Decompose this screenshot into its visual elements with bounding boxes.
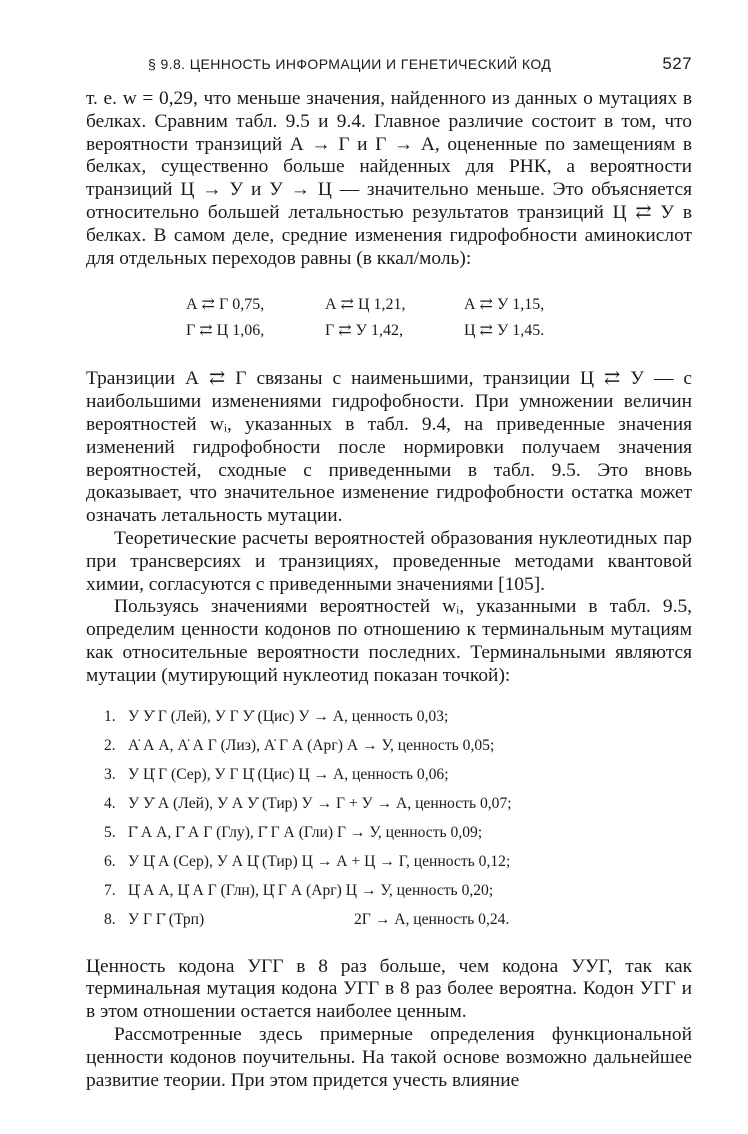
hydrophobicity-cell: А ⇄ У 1,15, bbox=[464, 296, 545, 314]
hydrophobicity-row-2 bbox=[186, 318, 692, 344]
paragraph-5: Ценность кодона УГГ в 8 раз больше, чем кодона УУГ, так как терминальная мутация кодона УГГ в 8 раз более вероятна. Кодон УГГ и в этом отношении остается наиболее ценным. bbox=[86, 955, 692, 1023]
list-item bbox=[104, 847, 692, 876]
list-item-text: У У̇ А (Лей), У А У̇ (Тир) У → Г + У → А, ценность 0,07; bbox=[128, 794, 512, 812]
list-item bbox=[104, 818, 692, 847]
page-number: 527 bbox=[662, 54, 692, 73]
list-item-number: 3. bbox=[104, 765, 116, 783]
paragraph-6: Рассмотренные здесь примерные определения функциональной ценности кодонов поучительны. На такой основе возможно дальнейшее развитие теории. При этом придется учесть влияние bbox=[86, 1023, 692, 1091]
list-item bbox=[104, 876, 692, 905]
hydrophobicity-row-1 bbox=[186, 292, 692, 318]
list-item-number: 4. bbox=[104, 794, 116, 812]
list-item-number: 6. bbox=[104, 852, 116, 870]
paragraph-3: Теоретические расчеты вероятностей образования нуклеотидных пар при трансверсиях и транзициях, проведенные методами квантовой химии, согласуются с приведенными значениями [105]. bbox=[86, 527, 692, 595]
list-item-text: У Ц̇ А (Сер), У А Ц̇ (Тир) Ц → А + Ц → Г, ценность 0,12; bbox=[128, 852, 511, 870]
list-item-text bbox=[128, 905, 692, 934]
list-item-number: 8. bbox=[104, 910, 116, 928]
list-item bbox=[104, 789, 692, 818]
list-item-text: У У̇ Г (Лей), У Г У̇ (Цис) У → А, ценность 0,03; bbox=[128, 707, 449, 725]
paragraph-4: Пользуясь значениями вероятностей wᵢ, указанными в табл. 9.5, определим ценности кодонов по отношению к терминальным мутациям как относительные вероятности последних. Терминальными являются мутации (мутирующий нуклеотид показан точкой): bbox=[86, 596, 692, 686]
list-item-text: Г̇ А А, Г̇ А Г (Глу), Г̇ Г А (Гли) Г → У, ценность 0,09; bbox=[128, 823, 483, 841]
list-item bbox=[104, 905, 692, 934]
hydrophobicity-table bbox=[86, 292, 692, 344]
hydrophobicity-cell: Г ⇄ У 1,42, bbox=[325, 322, 403, 340]
paragraph-2: Транзиции А ⇄ Г связаны с наименьшими, транзиции Ц ⇄ У — с наибольшими изменениями гидрофобности. При умножении величин вероятностей wᵢ, указанных в табл. 9.4, на приведенные значения изменений гидрофобности после нормировки получаем значения вероятностей, сходные с приведенными в табл. 9.5. Это вновь доказывает, что значительное изменение гидрофобности остатка может означать летальность мутации. bbox=[86, 368, 692, 527]
hydrophobicity-cell: Г ⇄ Ц 1,06, bbox=[186, 322, 265, 340]
list-item-tail: 2Г → А, ценность 0,24. bbox=[354, 910, 510, 928]
list-item-number: 1. bbox=[104, 707, 116, 725]
list-item-text: Ц̇ А А, Ц̇ А Г (Глн), Ц̇ Г А (Арг) Ц → У, ценность 0,20; bbox=[128, 881, 494, 899]
list-item-number: 2. bbox=[104, 736, 116, 754]
list-item-text: У Ц̇ Г (Сер), У Г Ц̇ (Цис) Ц → А, ценность 0,06; bbox=[128, 765, 449, 783]
list-item-text: А̇ А А, А̇ А Г (Лиз), А̇ Г А (Арг) А → У, ценность 0,05; bbox=[128, 736, 495, 754]
running-header bbox=[86, 54, 692, 80]
list-item bbox=[104, 702, 692, 731]
hydrophobicity-cell: А ⇄ Ц 1,21, bbox=[325, 296, 406, 314]
hydrophobicity-cell: А ⇄ Г 0,75, bbox=[186, 296, 265, 314]
terminal-mutations-list bbox=[86, 702, 692, 934]
list-item-number: 5. bbox=[104, 823, 116, 841]
hydrophobicity-cell: Ц ⇄ У 1,45. bbox=[464, 322, 545, 340]
list-item-codon: У Г Г̇ (Трп) bbox=[128, 910, 205, 928]
list-item bbox=[104, 760, 692, 789]
paragraph-1: т. е. w = 0,29, что меньше значения, найденного из данных о мутациях в белках. Сравним табл. 9.5 и 9.4. Главное различие состоит в том, что вероятности транзиций А → Г и Г → А, оцененные по замещениям в белках, существенно больше найденных для РНК, а вероятности транзиций Ц → У и У → Ц — значительно меньше. Это объясняется относительно большей летальностью результатов транзиций Ц ⇄ У в белках. В самом деле, средние изменения гидрофобности аминокислот для отдельных переходов равны (в ккал/моль): bbox=[86, 88, 692, 269]
running-title: § 9.8. ЦЕННОСТЬ ИНФОРМАЦИИ И ГЕНЕТИЧЕСКИЙ КОД bbox=[148, 56, 552, 72]
list-item bbox=[104, 731, 692, 760]
list-item-number: 7. bbox=[104, 881, 116, 899]
